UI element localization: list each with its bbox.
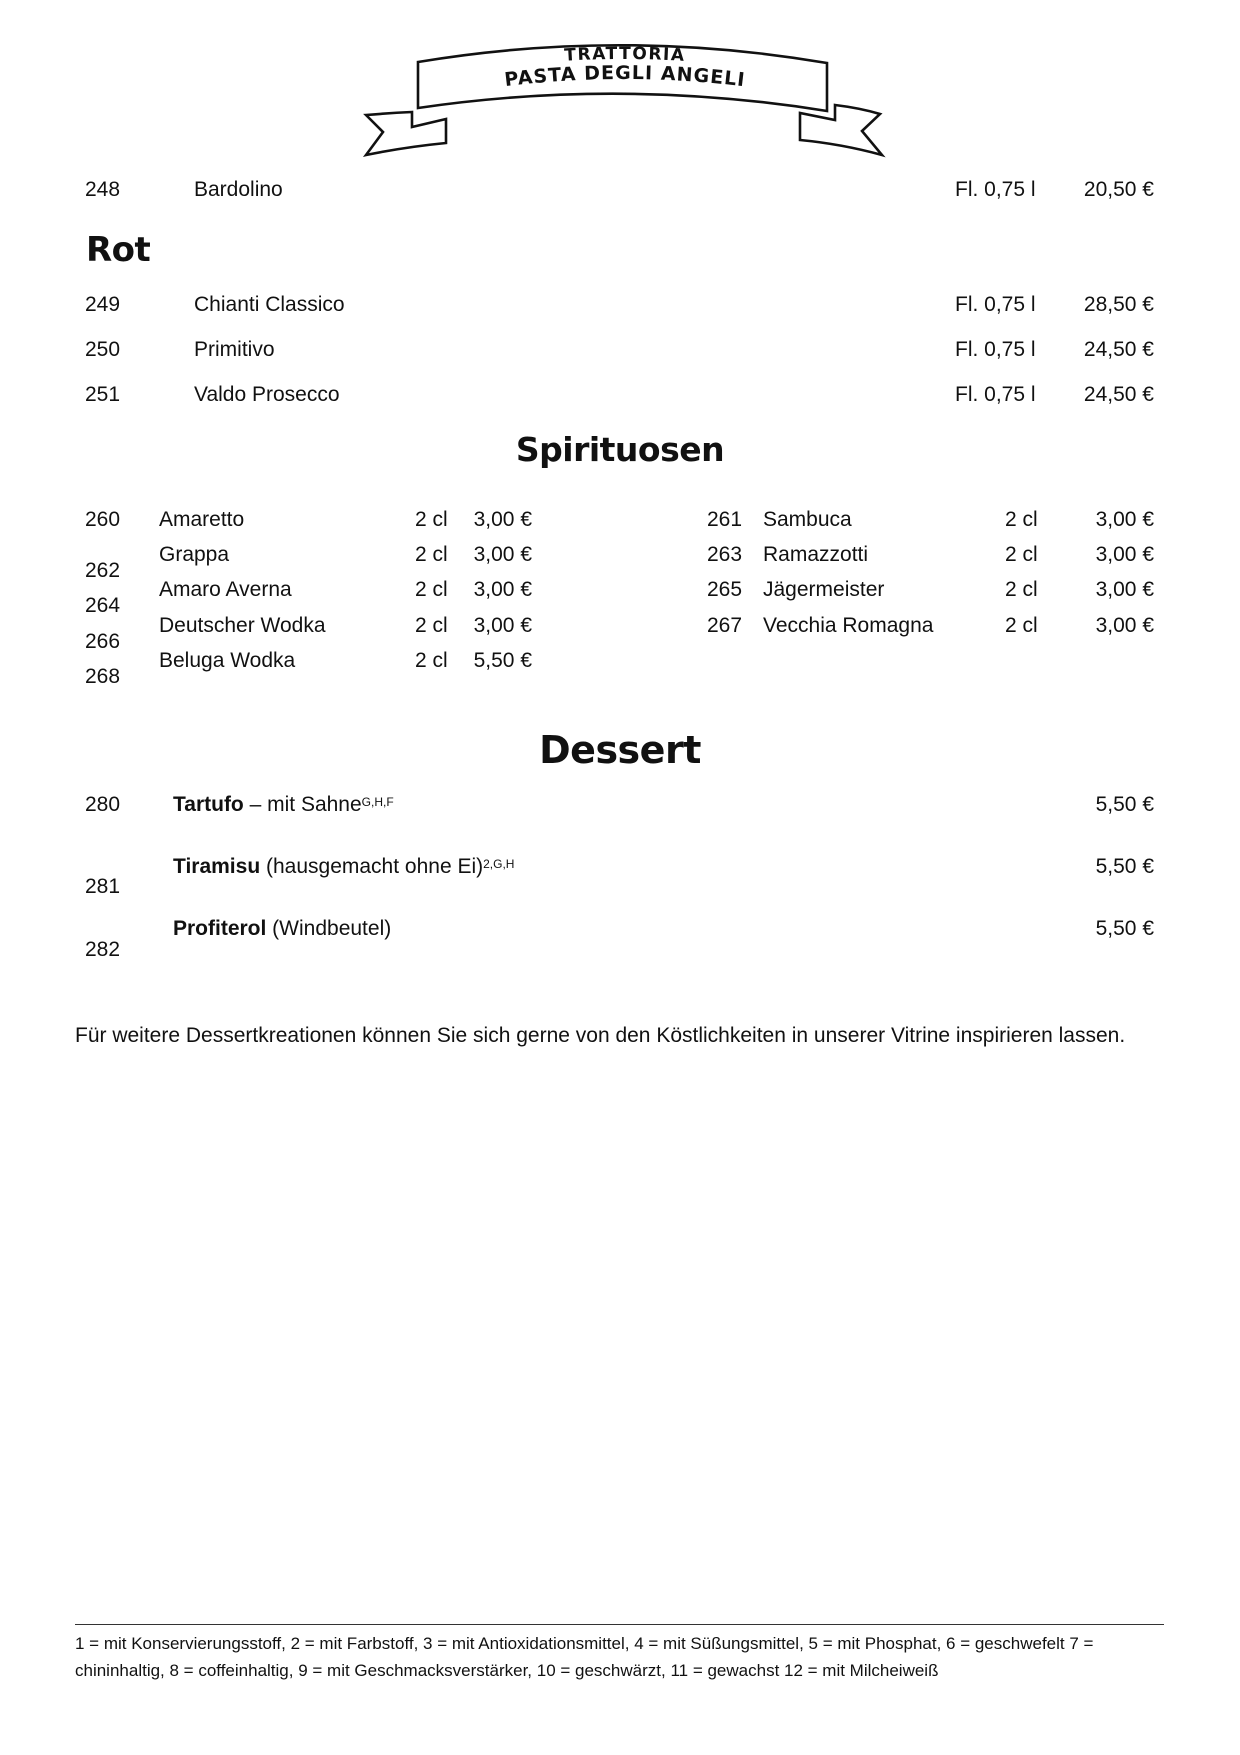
item-number: 265 [707,578,743,601]
item-size: 2 cl [415,543,448,566]
section-heading-spirituosen: Spirituosen [515,430,725,469]
item-price: 28,50 € [1083,293,1154,316]
item-price: 24,50 € [1083,338,1154,361]
allergen-codes: G,H,F [361,795,394,809]
item-price: 3,00 € [473,508,532,531]
item-size: 2 cl [1005,508,1038,531]
item-number: 250 [85,338,121,361]
section-heading-rot: Rot [86,230,151,270]
item-number: 264 [85,594,121,617]
item-name: Tartufo [173,793,244,816]
logo-line2: PASTA DEGLI ANGELI [503,61,747,92]
item-number: 261 [707,508,743,531]
footer-divider [75,1624,1164,1625]
logo-line1: TRATTORIA [563,43,687,66]
dessert-note: Für weitere Dessertkreationen können Sie sich gerne von den Köstlichkeiten in unserer Vitrine inspirieren lassen. [75,1024,1126,1047]
item-size: Fl. 0,75 l [955,178,1036,201]
banner-left-tail [366,112,446,155]
additives-legend: 1 = mit Konservierungsstoff, 2 = mit Farbstoff, 3 = mit Antioxidationsmittel, 4 = mit Süßungsmittel, 5 = mit Phosphat, 6 = geschwefelt 7 = chininhaltig, 8 = coffeinhaltig, 9 = mit Geschmacksverstärker, 10 = geschwärzt, 11 = gewachst 12 = mit Milcheiweiß [75,1634,1094,1680]
item-price: 3,00 € [1095,543,1154,566]
item-price: 20,50 € [1083,178,1154,201]
item-number: 280 [85,793,121,816]
item-name: Ramazzotti [763,543,869,566]
item-name: Amaro Averna [159,578,292,601]
item-number: 249 [85,293,121,316]
item-size: Fl. 0,75 l [955,338,1036,361]
item-price: 3,00 € [1095,508,1154,531]
item-price: 5,50 € [1095,917,1154,940]
item-number: 268 [85,665,121,688]
item-number: 251 [85,383,121,406]
item-number: 248 [85,178,121,201]
item-name: Tiramisu [173,855,261,878]
item-size: 2 cl [415,508,448,531]
item-size: Fl. 0,75 l [955,293,1036,316]
item-number: 266 [85,630,121,653]
item-size: 2 cl [1005,578,1038,601]
item-price: 3,00 € [1095,578,1154,601]
item-name: Sambuca [763,508,852,531]
item-price: 5,50 € [1095,793,1154,816]
item-name: Profiterol [173,917,267,940]
item-price: 24,50 € [1083,383,1154,406]
item-name: Grappa [159,543,230,566]
item-price: 5,50 € [473,649,532,672]
item-desc: (hausgemacht ohne Ei) [260,855,484,878]
item-name: Jägermeister [763,578,885,601]
item-desc: – mit Sahne [243,793,362,816]
item-name: Bardolino [194,178,283,201]
allergen-codes: 2,G,H [483,857,515,871]
item-price: 3,00 € [473,578,532,601]
item-price: 3,00 € [1095,614,1154,637]
item-price: 3,00 € [473,543,532,566]
item-size: 2 cl [415,614,448,637]
item-size: 2 cl [415,578,448,601]
item-description [173,793,394,817]
item-size: 2 cl [415,649,448,672]
item-size: Fl. 0,75 l [955,383,1036,406]
item-name: Beluga Wodka [159,649,296,672]
item-name: Vecchia Romagna [763,614,934,637]
item-number: 267 [707,614,743,637]
item-size: 2 cl [1005,543,1038,566]
item-name: Primitivo [194,338,275,361]
section-heading-dessert: Dessert [539,728,701,772]
item-name: Deutscher Wodka [159,614,326,637]
item-price: 3,00 € [473,614,532,637]
item-name: Chianti Classico [194,293,345,316]
item-desc: (Windbeutel) [266,917,392,940]
trattoria-logo-banner [355,38,895,163]
item-number: 263 [707,543,743,566]
item-number: 260 [85,508,121,531]
item-description [173,917,391,941]
item-name: Amaretto [159,508,245,531]
item-size: 2 cl [1005,614,1038,637]
item-price: 5,50 € [1095,855,1154,878]
item-name: Valdo Prosecco [194,383,340,406]
item-description [173,855,514,879]
item-number: 281 [85,875,121,898]
item-number: 282 [85,938,121,961]
item-number: 262 [85,559,121,582]
banner-right-tail [800,105,882,155]
